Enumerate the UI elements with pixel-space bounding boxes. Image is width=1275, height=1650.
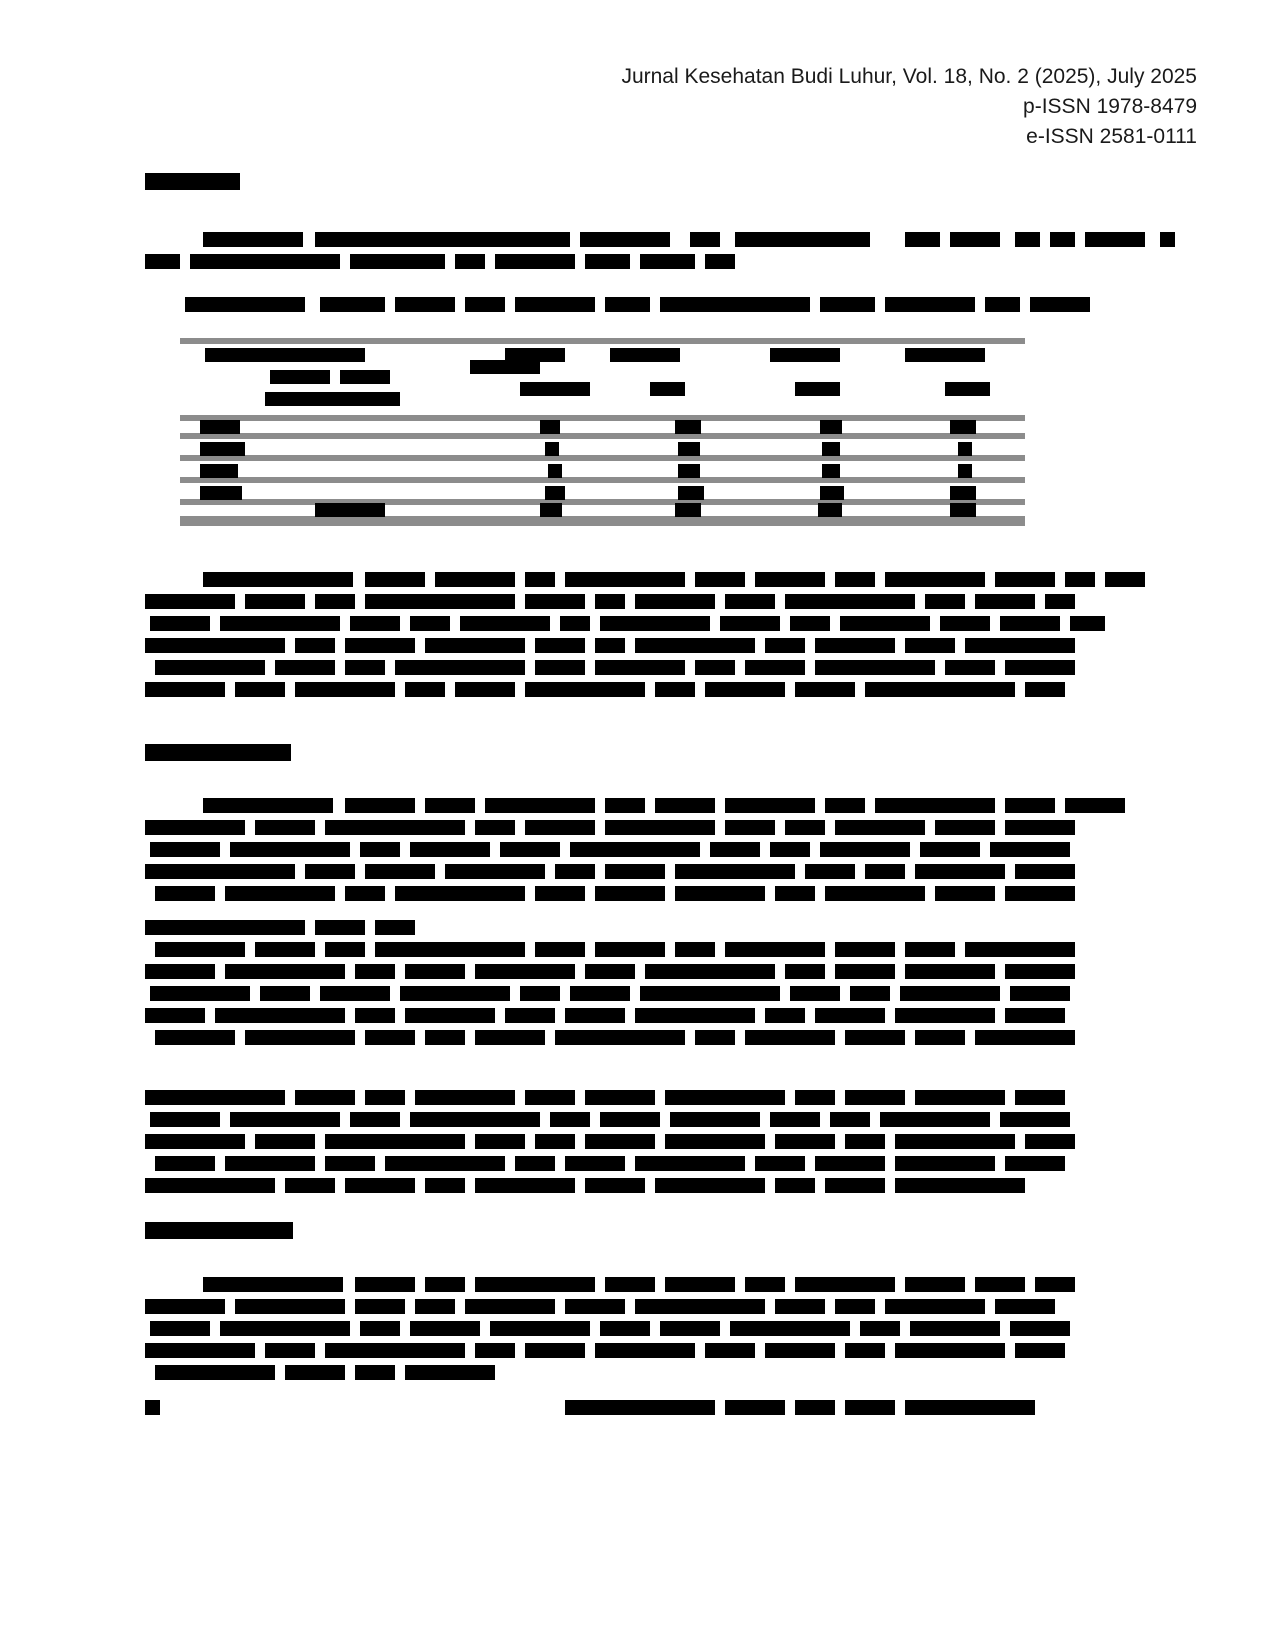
table-cell-redacted (610, 348, 680, 362)
table-rule (180, 455, 1025, 461)
table-cell-redacted (818, 503, 842, 517)
table-rule (180, 338, 1025, 344)
table-rule (180, 477, 1025, 483)
table-cell-redacted (950, 503, 976, 517)
table-cell-redacted (470, 360, 540, 374)
table-cell-redacted (958, 442, 972, 456)
table-cell-redacted (340, 370, 390, 384)
table-cell-redacted (270, 370, 330, 384)
table-cell-redacted (265, 392, 400, 406)
table-rule (180, 433, 1025, 439)
p-issn-line: p-ISSN 1978-8479 (1023, 94, 1197, 118)
table-cell-redacted (675, 420, 701, 434)
table-cell-redacted (505, 348, 565, 362)
table-cell-redacted (545, 486, 565, 500)
table-rule (180, 499, 1025, 505)
table-rule (180, 415, 1025, 421)
table-cell-redacted (315, 503, 385, 517)
table-cell-redacted (822, 464, 840, 478)
table-cell-redacted (950, 486, 976, 500)
table-cell-redacted (820, 420, 842, 434)
table-cell-redacted (545, 442, 559, 456)
table-cell-redacted (795, 382, 840, 396)
table-cell-redacted (200, 420, 240, 434)
table-cell-redacted (650, 382, 685, 396)
table-cell-redacted (678, 486, 704, 500)
table-cell-redacted (770, 348, 840, 362)
table-cell-redacted (945, 382, 990, 396)
table-cell-redacted (540, 503, 562, 517)
table-cell-redacted (822, 442, 840, 456)
table-cell-redacted (678, 464, 700, 478)
table-cell-redacted (958, 464, 972, 478)
journal-title-line: Jurnal Kesehatan Budi Luhur, Vol. 18, No. 2 (2025), July 2025 (621, 65, 1197, 88)
table-cell-redacted (200, 486, 242, 500)
table-cell-redacted (548, 464, 562, 478)
table-cell-redacted (678, 442, 700, 456)
table-cell-redacted (820, 486, 844, 500)
table-cell-redacted (540, 420, 560, 434)
table-cell-redacted (950, 420, 976, 434)
table-cell-redacted (200, 442, 245, 456)
e-issn-line: e-ISSN 2581-0111 (1026, 124, 1197, 148)
table-cell-redacted (675, 503, 701, 517)
table-rule (180, 516, 1025, 526)
table-cell-redacted (200, 464, 238, 478)
table-cell-redacted (905, 348, 985, 362)
table-cell-redacted (205, 348, 365, 362)
table-cell-redacted (520, 382, 590, 396)
